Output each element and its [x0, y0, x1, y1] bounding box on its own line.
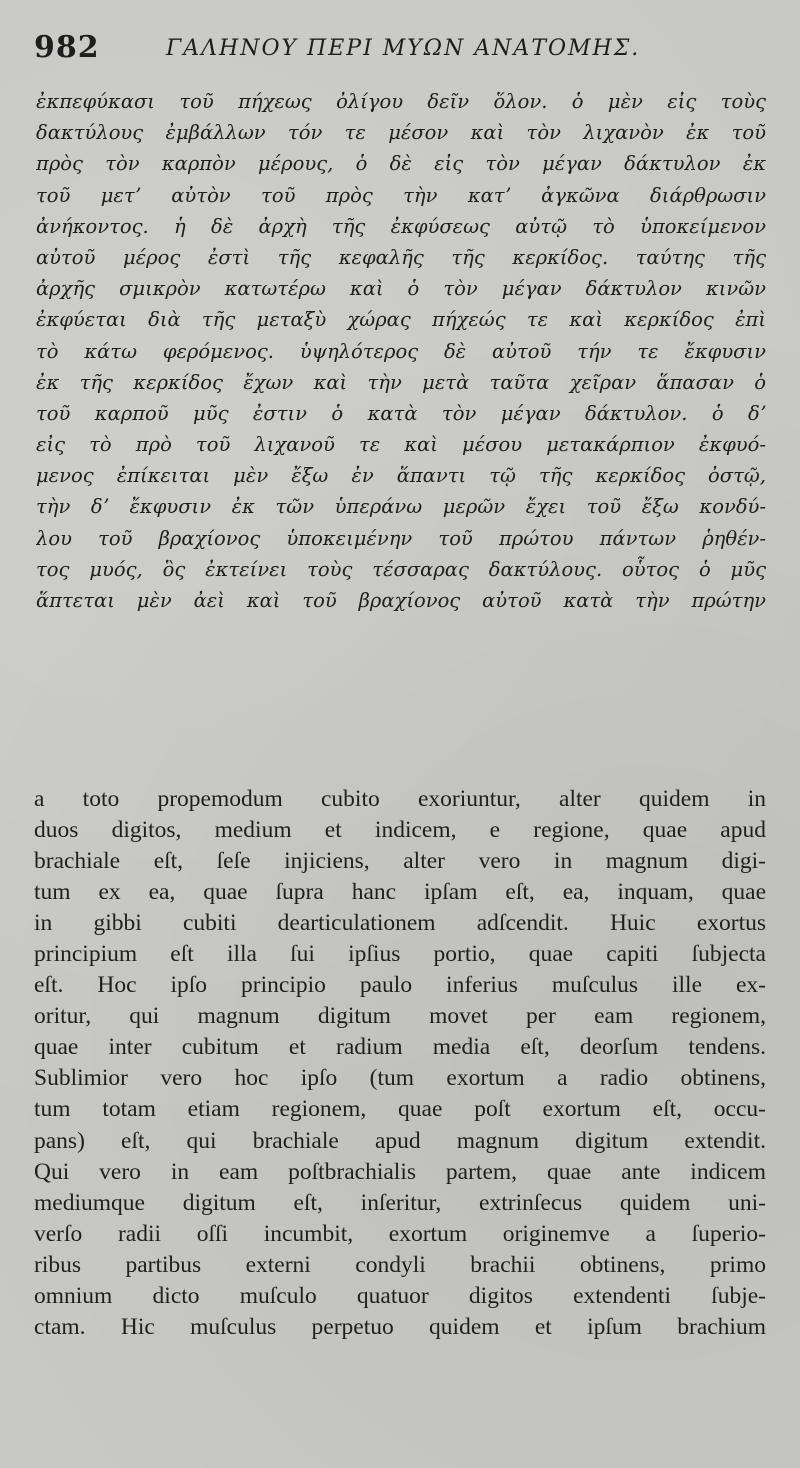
greek-line: ἀρχῆς σμικρὸν κατωτέρω καὶ ὁ τὸν μέγαν δάκτυλον κινῶν: [36, 277, 766, 301]
greek-line: εἰς τὸ πρὸ τοῦ λιχανοῦ τε καὶ μέσου μετακάρπιον ἐκφυό-: [36, 433, 766, 457]
greek-line: ἐκπεφύκασι τοῦ πήχεως ὀλίγου δεῖν ὅλον. ὁ μὲν εἰς τοὺς: [36, 90, 766, 113]
latin-line: verſo radii oſſi incumbit, exortum originemve a ſuperio-: [34, 1220, 766, 1247]
greek-line: ἐκ τῆς κερκίδος ἔχων καὶ τὴν μετὰ ταῦτα χεῖραν ἅπασαν ὁ: [36, 370, 766, 394]
latin-line: Sublimior vero hoc ipſo (tum exortum a radio obtinens,: [34, 1065, 766, 1092]
latin-line: tum ex ea, quae ſupra hanc ipſam eſt, ea, inquam, quae: [34, 879, 766, 906]
latin-line: duos digitos, medium et indicem, e regione, quae apud: [34, 817, 766, 844]
greek-line: δακτύλους ἐμβάλλων τόν τε μέσον καὶ τὸν λιχανὸν ἐκ τοῦ: [36, 121, 766, 145]
latin-line: principium eſt illa ſui ipſius portio, quae capiti ſubjecta: [34, 941, 766, 968]
latin-line: tum totam etiam regionem, quae poſt exortum eſt, occu-: [34, 1096, 766, 1123]
latin-line: Qui vero in eam poſtbrachialis partem, quae ante indicem: [34, 1158, 766, 1185]
latin-text-block: [34, 784, 766, 1343]
greek-line: τοῦ καρποῦ μῦς ἐστιν ὁ κατὰ τὸν μέγαν δάκτυλον. ὁ δʼ: [36, 401, 766, 425]
page-number: 982: [34, 30, 100, 65]
latin-line: brachiale eſt, ſeſe injiciens, alter vero in magnum digi-: [34, 848, 766, 875]
greek-line: τὴν δʼ ἔκφυσιν ἐκ τῶν ὑπεράνω μερῶν ἔχει τοῦ ἔξω κονδύ-: [36, 495, 766, 519]
greek-line: τὸ κάτω φερόμενος. ὑψηλότερος δὲ αὐτοῦ τήν τε ἔκφυσιν: [36, 339, 766, 363]
greek-line: μενος ἐπίκειται μὲν ἔξω ἐν ἅπαντι τῷ τῆς κερκίδος ὀστῷ,: [36, 464, 766, 488]
latin-line: omnium dicto muſculo quatuor digitos extendenti ſubje-: [34, 1282, 766, 1309]
latin-line: ctam. Hic muſculus perpetuo quidem et ipſum brachium: [34, 1313, 766, 1340]
greek-line: πρὸς τὸν καρπὸν μέρους, ὁ δὲ εἰς τὸν μέγαν δάκτυλον ἐκ: [36, 152, 766, 176]
greek-line: ἀνήκοντος. ἡ δὲ ἀρχὴ τῆς ἐκφύσεως αὐτῷ τὸ ὑποκείμενον: [36, 214, 766, 238]
latin-line: ribus partibus externi condyli brachii obtinens, primo: [34, 1251, 766, 1278]
greek-line: τοῦ μετʼ αὐτὸν τοῦ πρὸς τὴν κατʼ ἀγκῶνα διάρθρωσιν: [36, 183, 766, 207]
latin-line: oritur, qui magnum digitum movet per eam regionem,: [34, 1003, 766, 1030]
greek-text-block: [36, 86, 766, 616]
latin-line: eſt. Hoc ipſo principio paulo inferius muſculus ille ex-: [34, 972, 766, 999]
latin-line: a toto propemodum cubito exoriuntur, alter quidem in: [34, 786, 766, 812]
greek-line: τος μυός, ὃς ἐκτείνει τοὺς τέσσαρας δακτύλους. οὗτος ὁ μῦς: [36, 557, 766, 581]
page-header: [34, 28, 774, 68]
greek-line: αὐτοῦ μέρος ἐστὶ τῆς κεφαλῆς τῆς κερκίδος. ταύτης τῆς: [36, 245, 766, 269]
running-title: ΓΑΛΗΝΟΥ ΠΕΡΙ ΜΥΩΝ ΑΝΑΤΟΜΗΣ.: [166, 36, 641, 61]
latin-line: quae inter cubitum et radium media eſt, deorſum tendens.: [34, 1034, 766, 1061]
greek-line: ἅπτεται μὲν ἀεὶ καὶ τοῦ βραχίονος αὐτοῦ κατὰ τὴν πρώτην: [36, 589, 766, 612]
greek-line: ἐκφύεται διὰ τῆς μεταξὺ χώρας πήχεώς τε καὶ κερκίδος ἐπὶ: [36, 308, 766, 332]
latin-line: mediumque digitum eſt, inſeritur, extrinſecus quidem uni-: [34, 1189, 766, 1216]
greek-line: λου τοῦ βραχίονος ὑποκειμένην τοῦ πρώτου πάντων ῥηθέν-: [36, 526, 766, 550]
latin-line: pans) eſt, qui brachiale apud magnum digitum extendit.: [34, 1127, 766, 1154]
latin-line: in gibbi cubiti dearticulationem adſcendit. Huic exortus: [34, 910, 766, 937]
